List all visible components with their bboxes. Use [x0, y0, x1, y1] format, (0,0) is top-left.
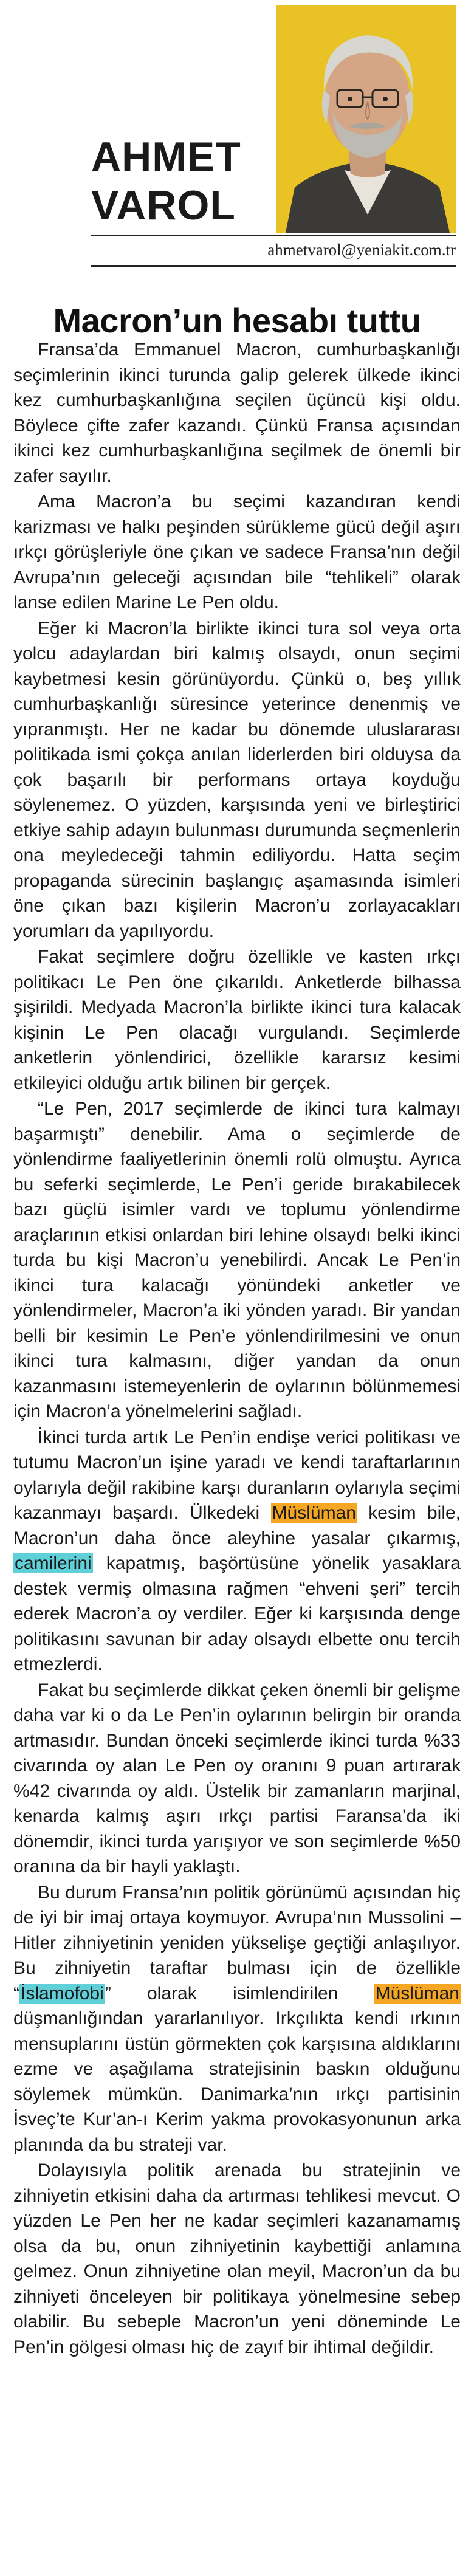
paragraph-text: düşmanlığından yararlanılıyor. Irkçılıkta kendi ırkının mensuplarını üstün görmekten çok karşısına aldıklarını ezme ve aşağılama stratejisinin baskın olduğunu söylemek mümkün. Danimarka’nın ırkçı partisinin İsveç’te Kur’an-ı Kerim yakma provokasyonunun arka planında da bu strateji var. — [13, 2008, 461, 2155]
article-paragraph: Eğer ki Macron’la birlikte ikinci tura sol veya orta yolcu adaylardan biri kalmış olsaydı, onun seçimi kaybetmesi kesin görünüyordu. Çünkü o, beş yıllık cumhurbaşkanlığı süresince yeterince denenmiş ve yıpranmıştı. Her ne kadar bu dönemde uluslararası politikada ismi çokça anılan liderlerden biri olduysa da çok başarılı bir performans ortaya koyduğu söylenemez. O yüzden, karşısında yeni ve birleştirici etkiye sahip adayın bulunması durumunda seçmenlerin ona meyledeceği tahmin ediliyordu. Hatta seçim propaganda sürecinin başlangıç aşamasında isimleri öne çıkan bazı kişilerin Macron’u zorlayacakları yorumları da yapılıyordu. — [13, 618, 461, 941]
article-headline: Macron’un hesabı tuttu — [53, 301, 421, 340]
article-paragraph — [13, 1880, 461, 2158]
article-paragraph: Fransa’da Emmanuel Macron, cumhurbaşkanlığı seçimlerinin ikinci turunda galip gelerek ülkede ikinci kez cumhurbaşkanlığına seçilen üçüncü kişi oldu. Böylece çifte zafer kazandı. Çünkü Fransa açısından ikinci kez cumhurbaşkanlığına seçilmek de önemli bir zafer sayılır. — [13, 340, 461, 486]
author-header — [91, 5, 456, 236]
author-email: ahmetvarol@yeniakit.com.tr — [267, 241, 456, 259]
paragraph-text: Bu durum Fransa’nın politik görünümü açısından hiç de iyi bir imaj ortaya koymuyor. Avrupa’nın Mussolini – Hitler zihniyetinin yeniden yükselişe geçtiği anlaşılıyor. Bu zihniyetin taraftar bulması için de özellikle “ — [13, 1882, 461, 2004]
article-paragraph: “Le Pen, 2017 seçimlerde de ikinci tura kalmayı başarmıştı” denebilir. Ama o seçimlerde de yönlendirme faaliyetlerinin önemli rolü olmuştu. Ayrıca bu seferki seçimlerde, Le Pen’i geride bırakabilecek bazı güçlü isimler vardı ve toplumu yönlendirme araçlarının etkisi onlardan biri lehine olsaydı belki ikinci turda bu kişi Macron’u yenebilirdi. Ancak Le Pen’in ikinci tura kalacağı yönündeki anketler ve yönlendirmeler, Macron’a iki yönden yaradı. Bir yandan belli bir kesimin Le Pen’e yönlendirilmesini ve onun ikinci tura kalmasını, diğer yandan da onun kazanmasını istemeyenlerin de oylarının bölünmemesi için Macron’a yönelmelerini sağladı. — [13, 1099, 461, 1421]
article-body — [13, 337, 461, 2555]
article-paragraph: Dolayısıyla politik arenada bu stratejinin ve zihniyetin etkisini daha da artırması tehlikesi mevcut. O yüzden Le Pen her ne kadar seçimleri kazanamamış olsa da bu, onun zihniyetinin kaybettiği anlamına gelmez. Onun zihniyetine olan meyil, Macron’un da bu zihniyeti önceleyen bir politikaya yönelmesine sebep olabilir. Bu sebeple Macron’un yeni döneminde Le Pen’in gölgesi olması hiç de zayıf bir ihtimal değildir. — [13, 2160, 461, 2357]
author-name — [91, 132, 267, 230]
paragraph-text: ” olarak isimlendirilen — [105, 1983, 374, 2004]
article-paragraph — [13, 1425, 461, 1677]
highlighted-keyword: camilerini — [15, 1553, 92, 1573]
email-divider — [91, 265, 456, 267]
paragraph-text: kapatmış, başörtüsüne yönelik yasaklara destek vermiş olmasına rağmen “ehveni şeri” tercih ederek Macron’a oy verdiler. Eğer ki karşısında denge politikasını savunan bir aday olsaydı elbette onu tercih etmezlerdi. — [13, 1553, 461, 1674]
author-last-name: VAROL — [91, 182, 236, 228]
highlighted-keyword: İslamofobi — [21, 1983, 104, 2004]
article-paragraph: Fakat bu seçimlerde dikkat çeken önemli bir gelişme daha var ki o da Le Pen’in oylarının belirgin bir oranda artmasıdır. Bundan önceki seçimlerde ikinci turda %33 civarında oy alan Le Pen oy oranını 9 puan artırarak %42 civarında oy aldı. Üstelik bir zamanların marjinal, kenarda kalmış aşırı ırkçı partisi Faransa’da iki dönemdir, ikinci turda yarışıyor ve son seçimlerde %50 oranına da bir hayli yaklaştı. — [13, 1680, 461, 1877]
author-photo — [276, 5, 456, 233]
author-portrait-image — [276, 5, 456, 233]
highlighted-keyword: Müslüman — [375, 1983, 459, 2004]
paragraph-text: İkinci turda artık Le Pen’in endişe verici politikası ve tutumu Macron’un işine yaradı ve kendi taraftarlarının oylarıyla değil rakibine karşı duranların oylarıyla seçimi kazanmayı başardı. Ülkedeki — [13, 1427, 461, 1523]
paragraph-text: kesim bile, Macron’un daha önce aleyhine yasalar çıkarmış, — [13, 1503, 461, 1548]
article-paragraph: Fakat seçimlere doğru özellikle ve kasten ırkçı politikacı Le Pen öne çıkarıldı. Anketlerde bilhassa şişirildi. Medyada Macron’la birlikte ikinci tura kalacak kişinin Le Pen olacağı vurgulandı. Seçimlerde anketlerin yönlendirici, özellikle kararsız kesimi etkileyici olduğu artık bilinen bir gerçek. — [13, 947, 461, 1093]
highlighted-keyword: Müslüman — [272, 1503, 356, 1523]
author-first-name: AHMET — [91, 134, 241, 180]
article-paragraph: Ama Macron’a bu seçimi kazandıran kendi karizması ve halkı peşinden sürükleme gücü değil aşırı ırkçı görüşleriyle öne çıkan ve sadece Fransa’nın değil Avrupa’nın geleceği açısından bile “tehlikeli” olarak lanse edilen Marine Le Pen oldu. — [13, 492, 461, 613]
header-divider — [91, 235, 456, 236]
